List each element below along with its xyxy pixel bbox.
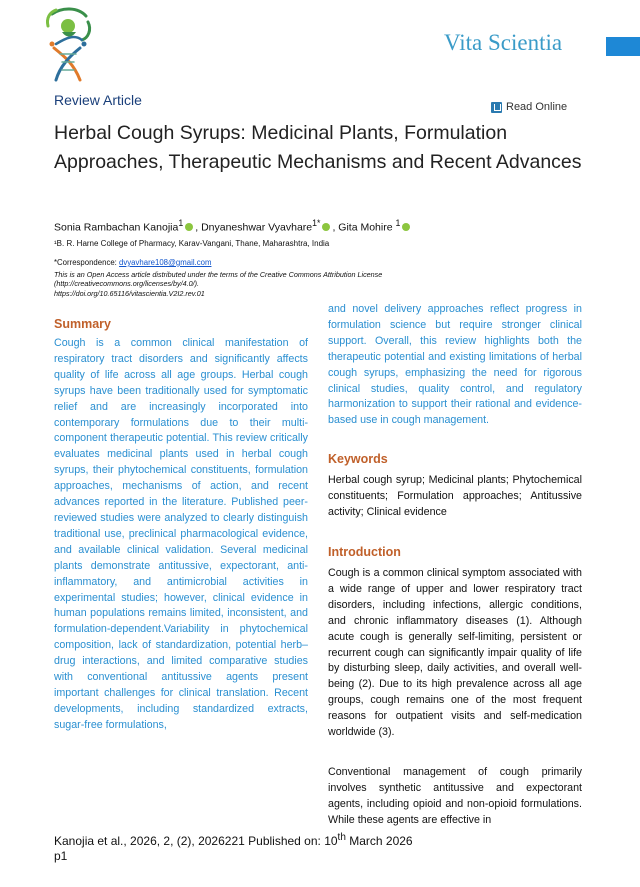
article-type: Review Article (54, 92, 142, 108)
affiliation: ¹B. R. Harne College of Pharmacy, Karav-Vangani, Thane, Maharashtra, India (54, 239, 330, 248)
summary-text-continued: and novel delivery approaches reflect progress in formulation science but require stronger clinical support. Overall, this review highlights both the therapeutic potential and existing limitations of herbal cough syrups, emphasizing the need for rigorous clinical studies, quality control, and regulatory harmonization to support their rational and evidence-based use in cough management. (328, 303, 582, 427)
read-online-icon (491, 102, 502, 113)
page-number: p1 (54, 849, 68, 863)
license-line: This is an Open Access article distributed under the terms of the Creative Commons Attribution License (54, 270, 383, 279)
journal-logo (38, 4, 100, 84)
introduction-paragraph: Conventional management of cough primarily involves synthetic antitussive and expectorant agents, including opioid and non-opioid formulations. While these agents are effective in (328, 766, 582, 826)
orcid-icon[interactable] (185, 223, 193, 231)
citation-text: Kanojia et al., 2026, 2, (2), 2026221 Published on: 10 (54, 834, 338, 848)
date-rest: March 2026 (345, 834, 413, 848)
read-online-label: Read Online (506, 101, 568, 113)
author-superscript: 1 (178, 218, 184, 228)
author-name: Dnyaneshwar Vyavhare (201, 221, 313, 234)
keywords-text: Herbal cough syrup; Medicinal plants; Phytochemical constituents; Formulation approaches; Antitussive activity; Clinical evidence (328, 474, 582, 518)
correspondence (54, 258, 211, 267)
author-superscript: 1* (312, 218, 321, 228)
license-url[interactable]: (http://creativecommons.org/licenses/by/4.0/). (54, 279, 200, 289)
author-name: Sonia Rambachan Kanojia (54, 221, 179, 234)
summary-text: Cough is a common clinical manifestation of respiratory tract disorders and significantly affects quality of life across all age groups. Herbal cough syrups have been traditionally used for symptomatic relief and are increasingly incorporated into contemporary formulations due to their multi-component therapeutic potential. This review critically evaluates medicinal plants used in herbal cough syrups, their phytochemical constituents, formulation approaches, mechanisms of action, and recent advances reported in the literature. Published peer-reviewed studies were analyzed to clearly distinguish traditional use, preclinical pharmacological evidence, and available clinical validation. Several medicinal plants demonstrate antitussive, expectorant, anti-inflammatory, and antimicrobial activities in experimental studies; however, clinical evidence in human populations remains limited, inconsistent, and formulation-dependent.Variability in phytochemical composition, lack of standardization, potential herb–drug interactions, and limited comparative studies with conventional antitussive agents present important challenges for clinical translation. Recent developments, including standardized extracts, sugar-free formulations, (54, 337, 308, 731)
orcid-icon[interactable] (322, 223, 330, 231)
keywords-heading: Keywords (328, 452, 388, 466)
license-notice (54, 270, 524, 298)
read-online-link[interactable] (491, 101, 567, 113)
doi-link[interactable]: https://doi.org/10.65116/vitascientia.V2I2.rev.01 (54, 288, 205, 298)
correspondence-label: *Correspondence: (54, 258, 117, 267)
correspondence-email-link[interactable]: dvyavhare108@gmail.com (119, 258, 212, 267)
introduction-heading: Introduction (328, 545, 401, 559)
introduction-paragraph: Cough is a common clinical symptom associated with a wide range of upper and lower respiratory tract disorders, including infections, allergic conditions, and chronic inflammatory diseases (1). Although acute cough is generally self-limiting, persistent or recurrent cough can significantly impair quality of life by disturbing sleep, daily activities, and overall well-being (2). Due to its high prevalence across all age groups, cough remains one of the most frequent reasons for outpatient visits and self-medication worldwide (3). (328, 567, 582, 739)
article-title: Herbal Cough Syrups: Medicinal Plants, Formulation Approaches, Therapeutic Mechanisms and Recent Advances (54, 122, 582, 173)
author-superscript: 1 (395, 218, 401, 228)
summary-heading: Summary (54, 317, 111, 331)
journal-accent-bar (606, 37, 640, 56)
author-list: Sonia Rambachan Kanojia$^1$ , Dnyaneshwar Vyavhare$^{1*}$ , Gita Mohire $^1$ (54, 218, 412, 234)
footer-citation (54, 832, 413, 848)
author-name: Gita Mohire (338, 221, 393, 234)
orcid-icon[interactable] (402, 223, 410, 231)
journal-name: Vita Scientia (444, 30, 563, 55)
date-superscript: th (337, 832, 346, 843)
